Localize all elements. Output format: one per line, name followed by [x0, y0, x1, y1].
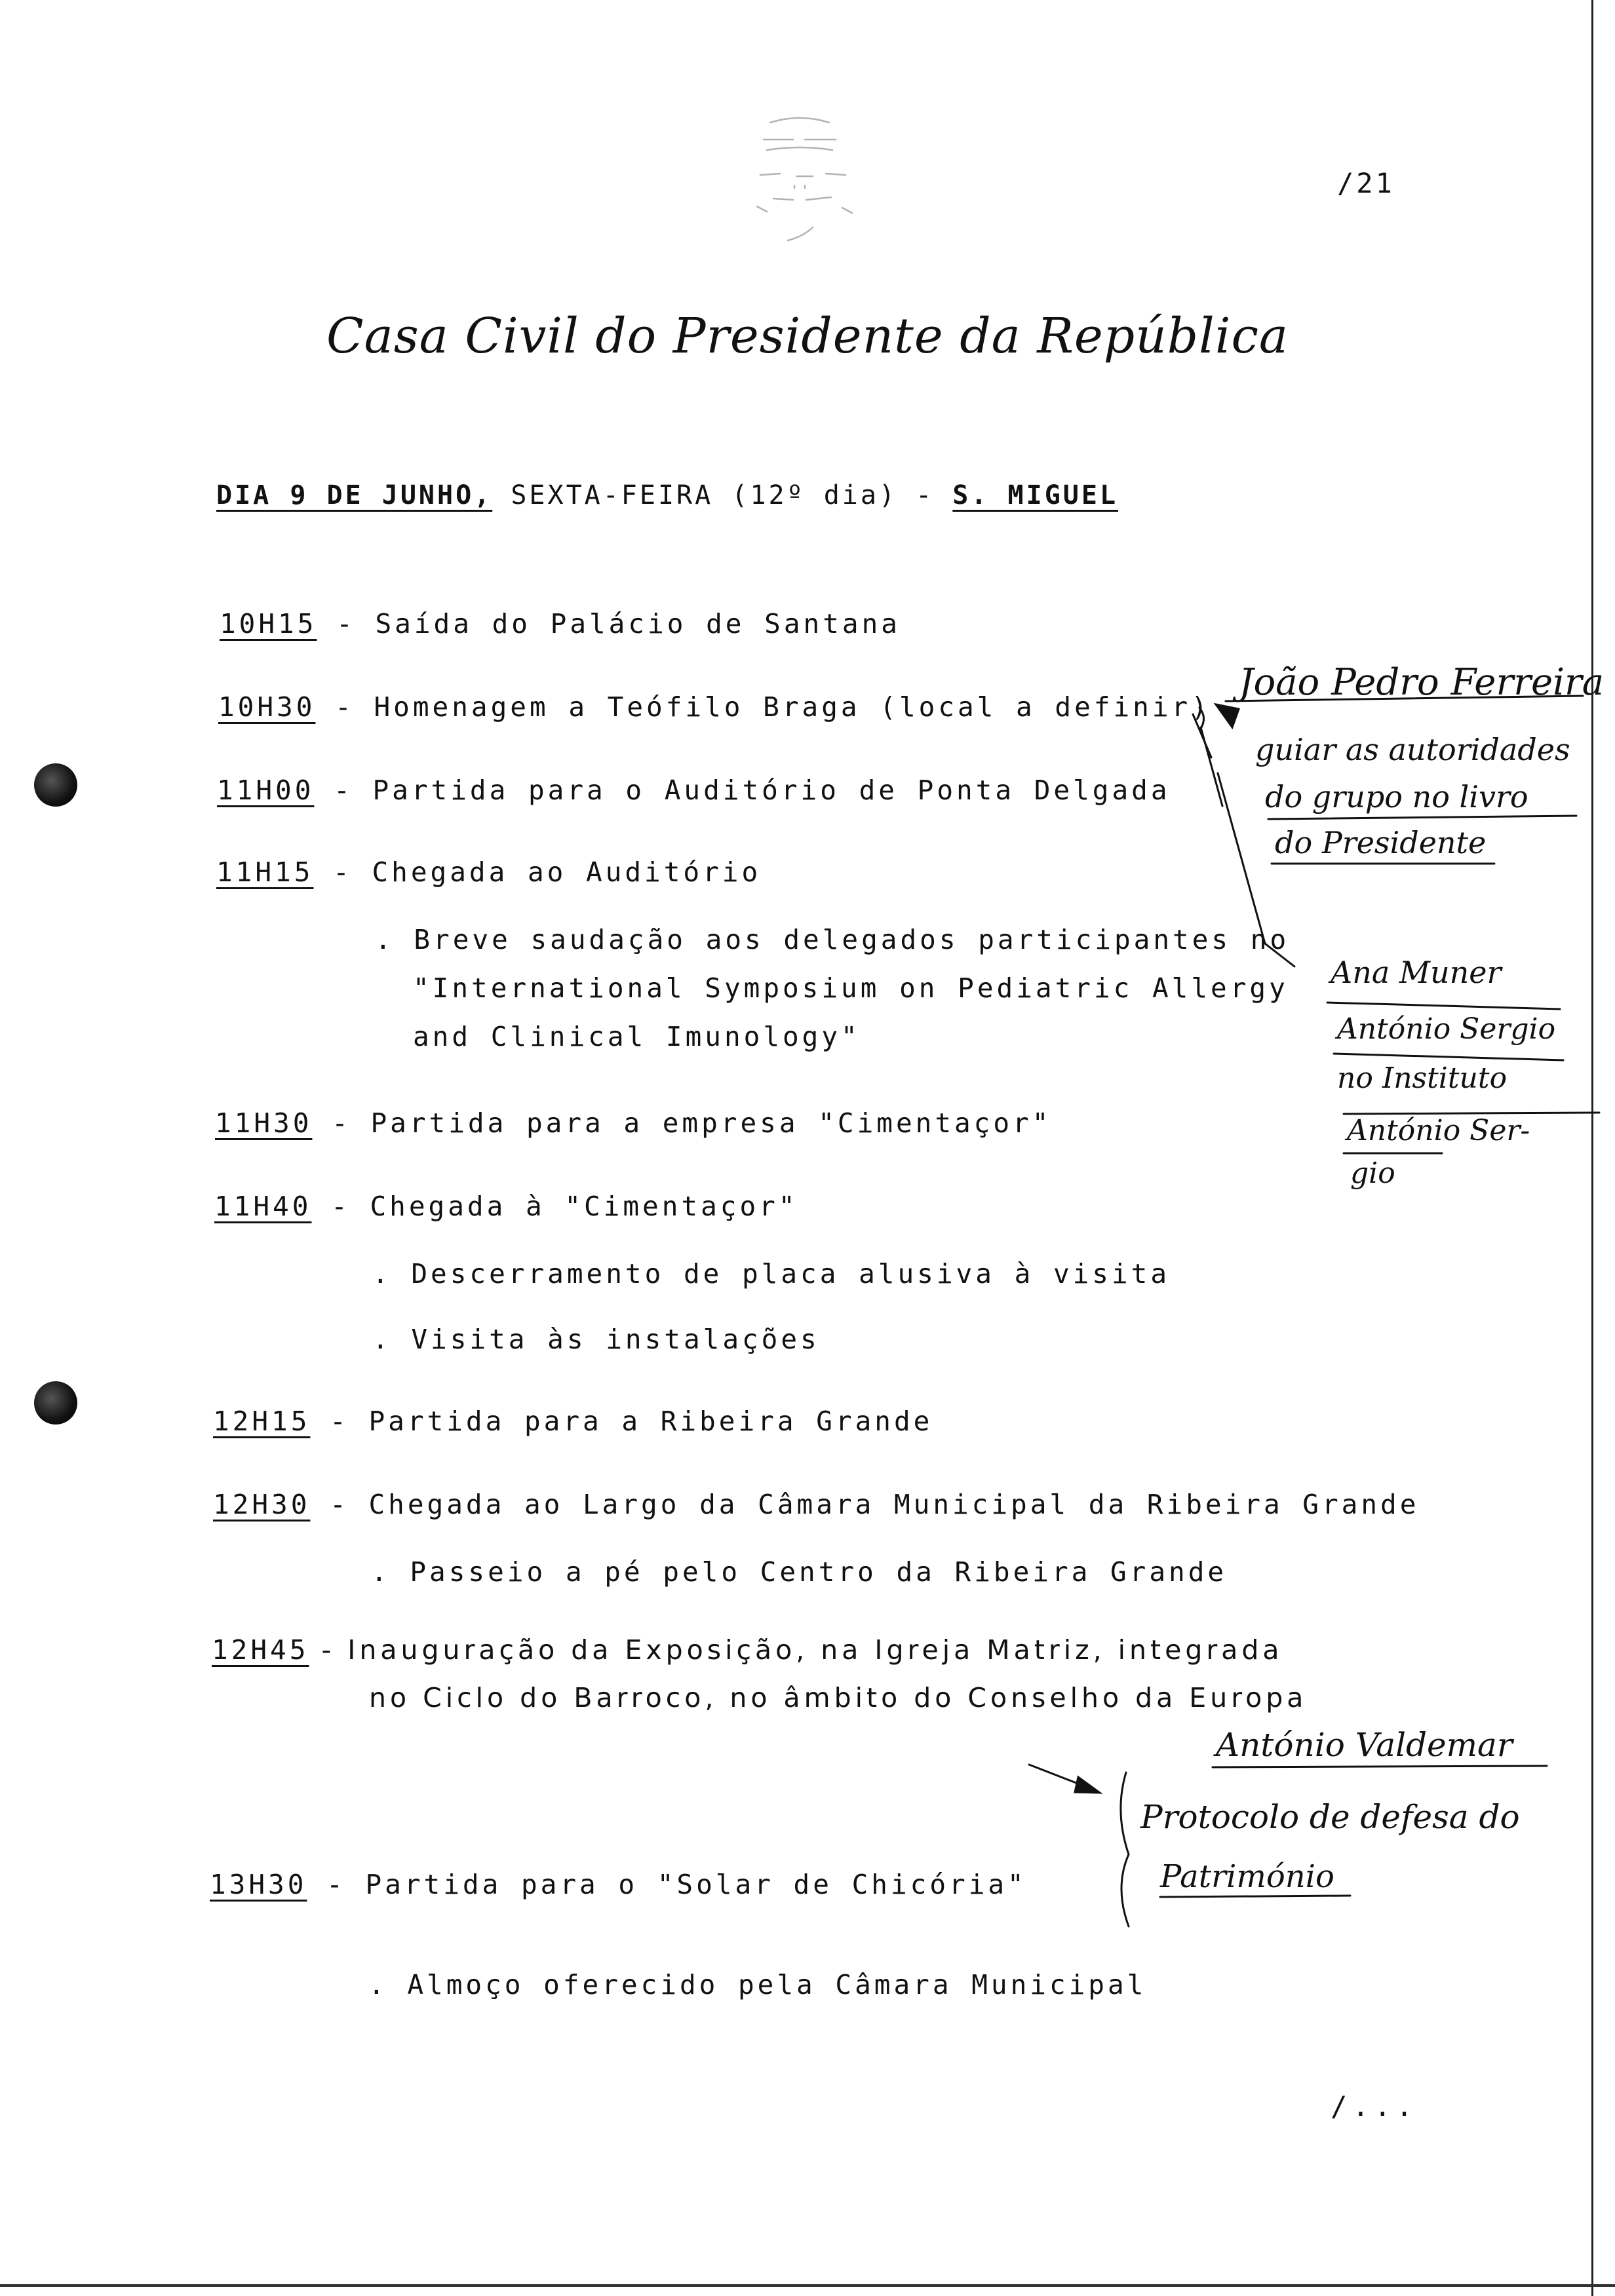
handwritten-note: do Presidente	[1275, 825, 1487, 860]
handwritten-note: António Sergio	[1337, 1012, 1556, 1046]
handwritten-note: gio	[1350, 1157, 1395, 1190]
handwritten-note: Património	[1160, 1858, 1334, 1895]
handwritten-note: do grupo no livro	[1265, 779, 1528, 814]
sub-item-symposium-cont: and Clinical Imunology"	[413, 1021, 861, 1052]
sub-item-almoco: . Almoço oferecido pela Câmara Municipal	[368, 1969, 1147, 2000]
continued-marker: /...	[1331, 2090, 1418, 2122]
schedule-text: - Chegada ao Largo da Câmara Municipal da Ribeira Grande	[310, 1489, 1420, 1520]
sub-item-placa: . Descerramento de placa alusiva à visita	[372, 1258, 1171, 1290]
title-place: S. MIGUEL	[952, 480, 1119, 510]
handwritten-note: Protocolo de defesa do	[1140, 1798, 1520, 1836]
handwritten-note: António Valdemar	[1216, 1726, 1513, 1764]
schedule-time: 11H40	[214, 1191, 312, 1222]
schedule-time: 12H15	[213, 1406, 311, 1437]
letterhead: Casa Civil do Presidente da República	[326, 308, 1289, 364]
schedule-time: 11H00	[217, 775, 315, 806]
schedule-text: - Chegada ao Auditório	[313, 856, 762, 888]
schedule-time: 10H30	[218, 691, 316, 723]
schedule-time: 11H30	[215, 1107, 313, 1139]
title-weekday: SEXTA-FEIRA (12º dia) -	[492, 480, 953, 510]
handwritten-note: António Ser-	[1347, 1114, 1530, 1147]
sub-item-passeio: . Passeio a pé pelo Centro da Ribeira Grande	[371, 1556, 1228, 1588]
sub-item-expo-cont: no Ciclo do Barroco, no âmbito do Conselho da Europa	[369, 1682, 1308, 1713]
schedule-text: - Inauguração da Exposição, na Igreja Matriz, integrada	[309, 1634, 1283, 1666]
schedule-time: 11H15	[216, 856, 314, 888]
schedule-text: - Partida para a empresa "Cimentaçor"	[312, 1107, 1052, 1139]
schedule-text: - Partida para a Ribeira Grande	[310, 1406, 933, 1437]
schedule-text: - Chegada à "Cimentaçor"	[311, 1191, 798, 1222]
schedule-time: 12H30	[213, 1489, 311, 1520]
sub-item-symposium: . Breve saudação aos delegados participantes no	[375, 924, 1290, 955]
page-number: /21	[1337, 167, 1395, 199]
sub-item-symposium-cont: "International Symposium on Pediatric Allergy	[413, 972, 1289, 1004]
handwritten-note: guiar as autoridades	[1255, 732, 1570, 767]
title-day: DIA 9 DE JUNHO,	[216, 480, 493, 510]
schedule-text: - Saída do Palácio de Santana	[317, 608, 901, 640]
handwritten-note: João Pedro Ferreira	[1239, 661, 1605, 704]
schedule-time: 12H45	[212, 1634, 309, 1666]
schedule-text: - Partida para o "Solar de Chicória"	[307, 1869, 1027, 1900]
handwritten-note: Ana Muner	[1331, 955, 1502, 990]
handwritten-note: no Instituto	[1337, 1062, 1508, 1095]
schedule-text: - Partida para o Auditório de Ponta Delgada	[314, 775, 1171, 806]
schedule-text: - Homenagem a Teófilo Braga (local a definir)	[315, 691, 1211, 723]
schedule-time: 10H15	[220, 608, 317, 640]
sub-item-visita: . Visita às instalações	[372, 1324, 820, 1355]
schedule-time: 13H30	[210, 1869, 307, 1900]
